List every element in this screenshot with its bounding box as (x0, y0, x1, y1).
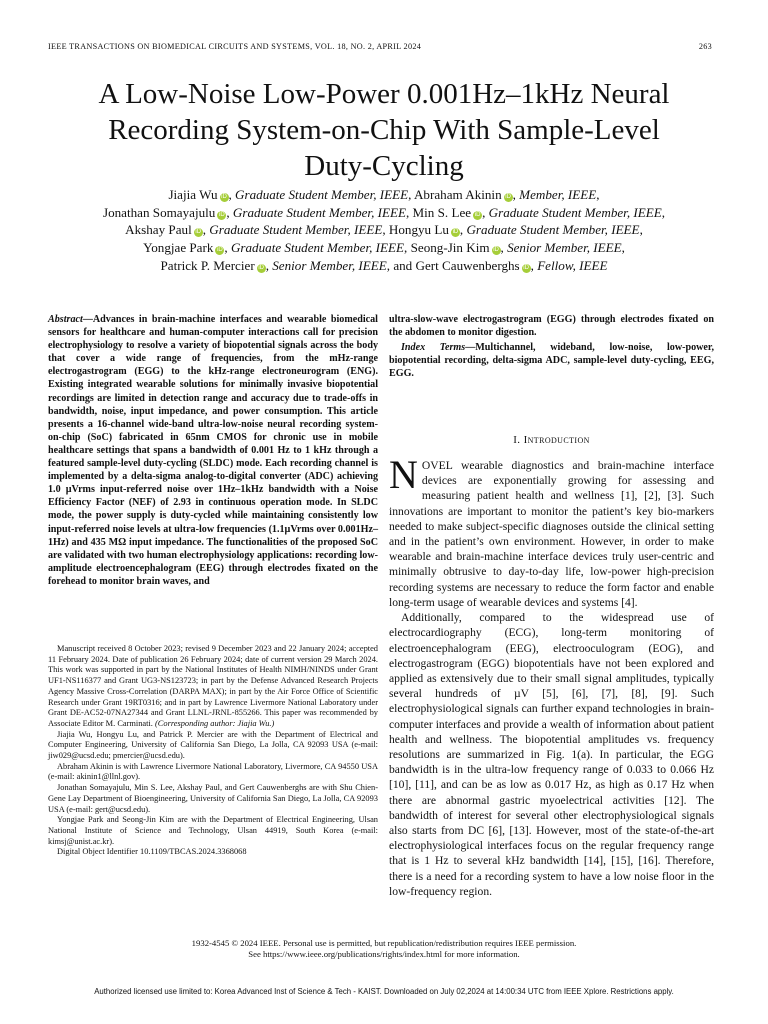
title-line: Recording System-on-Chip With Sample-Level (108, 114, 660, 146)
author-name: Akshay Paul (125, 222, 192, 238)
corresponding-author: (Corresponding author: Jiajia Wu.) (155, 718, 275, 728)
orcid-icon[interactable]: iD (217, 247, 223, 254)
doi-note[interactable]: Digital Object Identifier 10.1109/TBCAS.2024.3368068 (57, 847, 247, 857)
author-role: Senior Member, IEEE (272, 257, 387, 273)
orcid-icon[interactable]: iD (505, 194, 511, 200)
orcid-icon[interactable]: iD (195, 229, 202, 236)
author-line: Jiajia Wu iD , Graduate Student Member, IEEE, Abraham Akinin iD , Member, IEEE, (168, 187, 600, 202)
section-number: I. (513, 434, 521, 447)
orcid-icon[interactable]: iD (474, 211, 481, 218)
author-name: Min S. Lee (412, 204, 472, 220)
abstract-text: —Advances in brain-machine interfaces and wearable biomedical sensors for healthcare and human-computer interactions call for precision electrophysiology to resolve a variety of biopotential signals across the body that cover a wide range of frequencies, from the mHz-range electrogastrogram (EGG) to the kHz-range electroneurogram (ENG). Existing integrated wearable solutions for minimally invasive biopotential recordings are limited in detection range and accuracy due to trade-offs in bandwidth, noise, input impedance, and power consumption. This article presents a 16-channel wide-band ultra-low-noise neural recording system-on-chip (SoC) fabricated in 65nm CMOS for chronic use in mobile healthcare settings that spans a bandwidth of 0.001 Hz to 1 kHz through a featured sample-level duty-cycling (SLDC) mode. Each recording channel is implemented by a delta-sigma analog-to-digital converter (ADC) achieving 1.0 µVrms input-referred noise over 1Hz–1kHz bandwidth with a Noise Efficiency Factor (NEF) of 2.93 in continuous operation mode. In SLDC mode, the power supply is duty-cycled while maintaining consistently low input-referred noise levels at ultra-low frequencies (1.1µVrms over 0.001Hz–1Hz) and 435 MΩ input impedance. The functionalities of the proposed SoC are validated with two human electrophysiology applications: recording low-amplitude electroencephalogram (EEG) through electrodes fixated on the forehead to monitor brain waves, and (48, 314, 378, 587)
author-role: Fellow, IEEE (537, 257, 608, 273)
author-line: Akshay Paul iD , Graduate Student Member, IEEE, Hongyu Lu iD , Graduate Student Member, IEEE, (125, 222, 643, 238)
author-role: Graduate Student Member, IEEE (209, 222, 383, 238)
author-name: Patrick P. Mercier (160, 257, 255, 273)
footnote: Jiajia Wu, Hongyu Lu, and Patrick P. Mercier are with the Department of Electrical and Computer Engineering, University of California San Diego, La Jolla, CA 92093 USA (e-mail: jiw029@ucsd.edu; pmercier@ucsd.edu). (48, 729, 378, 761)
author-list (40, 186, 728, 275)
index-terms-text: —Multichannel, wideband, low-noise, low-power, biopotential recording, delta-sigma ADC, sample-level duty-cycling, EEG, EGG. (389, 342, 714, 380)
author-role: Graduate Student Member, IEEE (488, 204, 662, 220)
author-line: Jonathan Somayajulu iD , Graduate Student Member, IEEE, Min S. Lee iD , Graduate Student Member, IEEE, (102, 204, 666, 220)
footnotes (48, 644, 378, 858)
orcid-icon[interactable]: iD (452, 229, 459, 236)
paper-title (40, 76, 728, 184)
running-header (48, 42, 712, 51)
author-name: Jiajia Wu (168, 187, 218, 202)
author-name: Hongyu Lu (388, 222, 449, 238)
copyright-line: 1932-4545 © 2024 IEEE. Personal use is permitted, but republication/redistribution requires IEEE permission. (191, 938, 577, 948)
section-name: Introduction (523, 434, 590, 447)
author-name: Jonathan Somayajulu (102, 204, 216, 220)
abstract-continued: ultra-slow-wave electrogastrogram (EGG) through electrodes fixated on the abdomen to monitor digestion. (389, 314, 714, 339)
drop-cap: N (389, 452, 418, 498)
author-name: Seong-Jin Kim (410, 240, 490, 256)
index-terms (389, 341, 714, 380)
author-role: Graduate Student Member, IEEE (232, 204, 406, 220)
author-role: Graduate Student Member, IEEE (230, 240, 405, 256)
author-line: Patrick P. Mercier iD , Senior Member, IEEE, and Gert Cauwenberghs iD , Fellow, IEEE (160, 257, 608, 273)
section-heading (389, 434, 714, 448)
abstract (48, 313, 378, 588)
download-notice: Authorized licensed use limited to: Korea Advanced Inst of Science & Tech - KAIST. Downloaded on July 02,2024 at 14:00:34 UTC from IEEE Xplore. Restrictions apply. (94, 987, 674, 996)
author-name: Yongjae Park (143, 240, 214, 256)
index-terms-label: Index Terms (401, 342, 466, 354)
abstract-label: Abstract (48, 314, 83, 325)
orcid-icon[interactable]: iD (219, 211, 225, 218)
author-name: Gert Cauwenberghs (415, 257, 520, 273)
author-role: Senior Member, IEEE (507, 240, 622, 256)
orcid-icon[interactable]: iD (493, 247, 499, 254)
footnote: Jonathan Somayajulu, Min S. Lee, Akshay Paul, and Gert Cauwenberghs are with Shu Chien-Gene Lay Department of Bioengineering, University of California San Diego, La Jolla, CA 92093 USA (e-mail: gert@ucsd.edu). (48, 783, 378, 814)
intro-text: OVEL wearable diagnostics and brain-machine interface devices are exponentially growing for assessing and measuring patient health and wellness [1], [2], [3]. Such innovations are important to monitor the patient’s key bio-markers needed to make subject-specific diagnoses outside the clinical setting and in the patient’s own environment. However, in order to make wearable and brain-machine interface devices truly user-centric and minimally obtrusive to day-to-day life, low-power high-precision recording systems are necessary to reduce the form factor and enable long-term usage of wearable devices and systems [4]. (389, 459, 714, 609)
and-word: and (393, 257, 413, 273)
orcid-icon[interactable]: iD (221, 194, 227, 200)
footnote: Yongjae Park and Seong-Jin Kim are with the Department of Electrical Engineering, Ulsan National Institute of Science and Technology, Ulsan 44919, South Korea (e-mail: kimsj@unist.ac.kr). (48, 815, 378, 846)
author-role: Member, IEEE (519, 187, 597, 202)
intro-paragraph (389, 452, 714, 610)
left-column (48, 313, 378, 588)
page-number: 263 (698, 42, 712, 51)
right-column (389, 313, 714, 899)
title-line: Duty-Cycling (304, 150, 464, 182)
journal-name: IEEE TRANSACTIONS ON BIOMEDICAL CIRCUITS AND SYSTEMS, VOL. 18, NO. 2, APRIL 2024 (48, 42, 422, 51)
title-line: A Low-Noise Low-Power 0.001Hz–1kHz Neural (98, 78, 670, 110)
author-line: Yongjae Park iD , Graduate Student Member, IEEE, Seong-Jin Kim iD , Senior Member, IEEE, (143, 240, 625, 256)
footnote (48, 644, 378, 730)
funding-note: Manuscript received 8 October 2023; revised 9 December 2023 and 22 January 2024; accepted 11 February 2024. Date of publication 26 February 2024; date of current version 29 March 2024. This work was supported in part by the National Institutes of Health NIMH/NINDS under Grant UF1-NS116377 and Grant UG3-NS123723; in part by the Defense Advanced Research Projects Agency Massive Cross-Correlation (DARPA MAX); in part by the Air Force Office of Scientific Research under Grant 19RT0316; and in part by Lawrence Livermore National Laboratory under Grant DE-AC52-07NA27344 and Grant LLNL-JRNL-855266. This paper was recommended by Associate Editor M. Carminati. (48, 644, 378, 728)
rights-link-line[interactable]: See https://www.ieee.org/publications/rights/index.html for more information. (248, 949, 520, 959)
author-name: Abraham Akinin (413, 187, 502, 202)
author-role: Graduate Student Member, IEEE (235, 187, 409, 202)
footnote: Abraham Akinin is with Lawrence Livermore National Laboratory, Livermore, CA 94550 USA (e-mail: akinin1@llnl.gov). (48, 761, 378, 782)
author-role: Graduate Student Member, IEEE (466, 222, 640, 238)
orcid-icon[interactable]: iD (258, 264, 265, 271)
intro-paragraph: Additionally, compared to the widespread use of electrocardiography (ECG), long-term monitoring of electroencephalogram (EEG), electrooculogram (EOG), and electrogastrogram (EGG) biopotentials have not been explored and applied as extensively due to their small signal amplitudes, typically several hundreds of µV [5], [6], [7], [8], [9]. Such electrophysiological signals can further expand technologies in brain-computer interfaces and provide a wealth of information about patient health and wellness. The biopotential amplitudes vs. frequency resolutions are summarized in Fig. 1(a). In particular, the EGG bandwidth is in the ultra-low frequency range of 0.033 to 0.066 Hz [10], [11], and can be as low as 0.017 Hz, as high as 0.17 Hz when there are abnormal gastric myoelectrical activities [12]. The bandwidth of interest for several other electrophysiological signals also starts from DC [6], [13]. However, most of the state-of-the-art electrophysiological interfaces focus on the regular frequency range that is 1 Hz to several kHz bandwidth [14], [15], [16]. Therefore, there is a need for a recording system to have a low noise floor in the low-frequency region. (389, 611, 714, 898)
copyright-footer (40, 938, 728, 960)
orcid-icon[interactable]: iD (523, 264, 529, 271)
